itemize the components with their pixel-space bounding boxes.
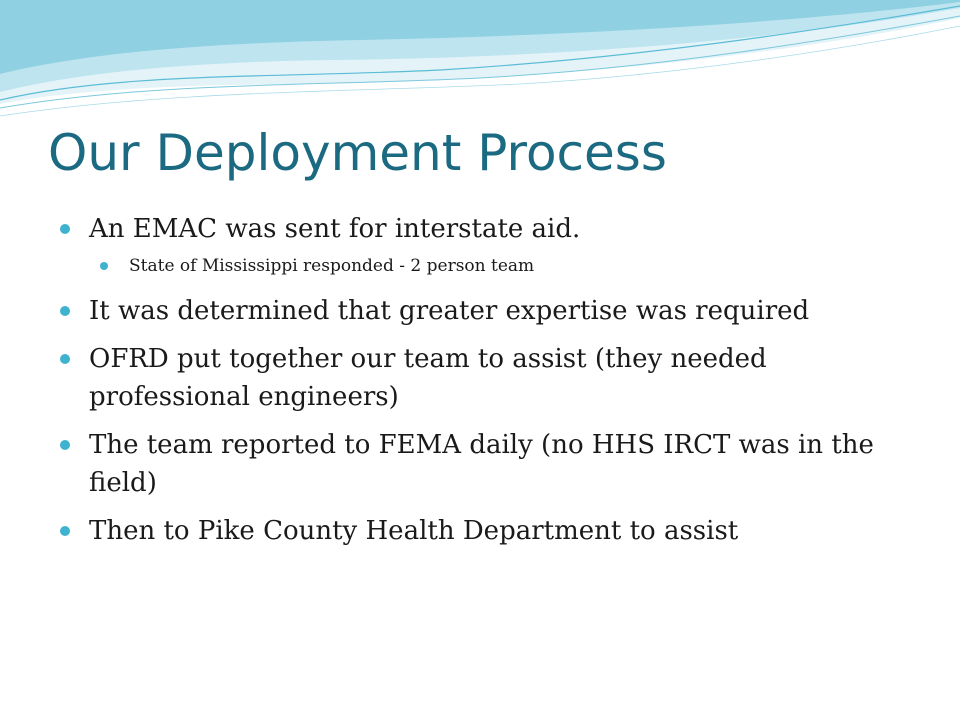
bullet-text: OFRD put together our team to assist (they needed professional engineers) xyxy=(89,344,767,412)
bullet-dot-icon xyxy=(100,262,108,270)
bullet-list xyxy=(60,210,920,560)
bullet-text: The team reported to FEMA daily (no HHS IRCT was in the field) xyxy=(89,430,874,498)
bullet-item xyxy=(60,340,920,416)
slide-title: Our Deployment Process xyxy=(48,124,667,182)
bullet-text: Then to Pike County Health Department to assist xyxy=(89,516,739,546)
bullet-text: It was determined that greater expertise was required xyxy=(89,296,810,326)
bullet-item xyxy=(60,512,920,550)
bullet-dot-icon xyxy=(60,306,70,316)
bullet-dot-icon xyxy=(60,440,70,450)
bullet-text: An EMAC was sent for interstate aid. xyxy=(89,214,581,244)
sub-bullet-text: State of Mississippi responded - 2 person team xyxy=(129,256,535,276)
bullet-item xyxy=(60,210,920,248)
sub-bullet-item xyxy=(100,252,920,280)
bullet-dot-icon xyxy=(60,224,70,234)
bullet-item xyxy=(60,292,920,330)
bullet-item xyxy=(60,426,920,502)
bullet-dot-icon xyxy=(60,354,70,364)
header-wave-decoration xyxy=(0,0,960,130)
bullet-dot-icon xyxy=(60,526,70,536)
